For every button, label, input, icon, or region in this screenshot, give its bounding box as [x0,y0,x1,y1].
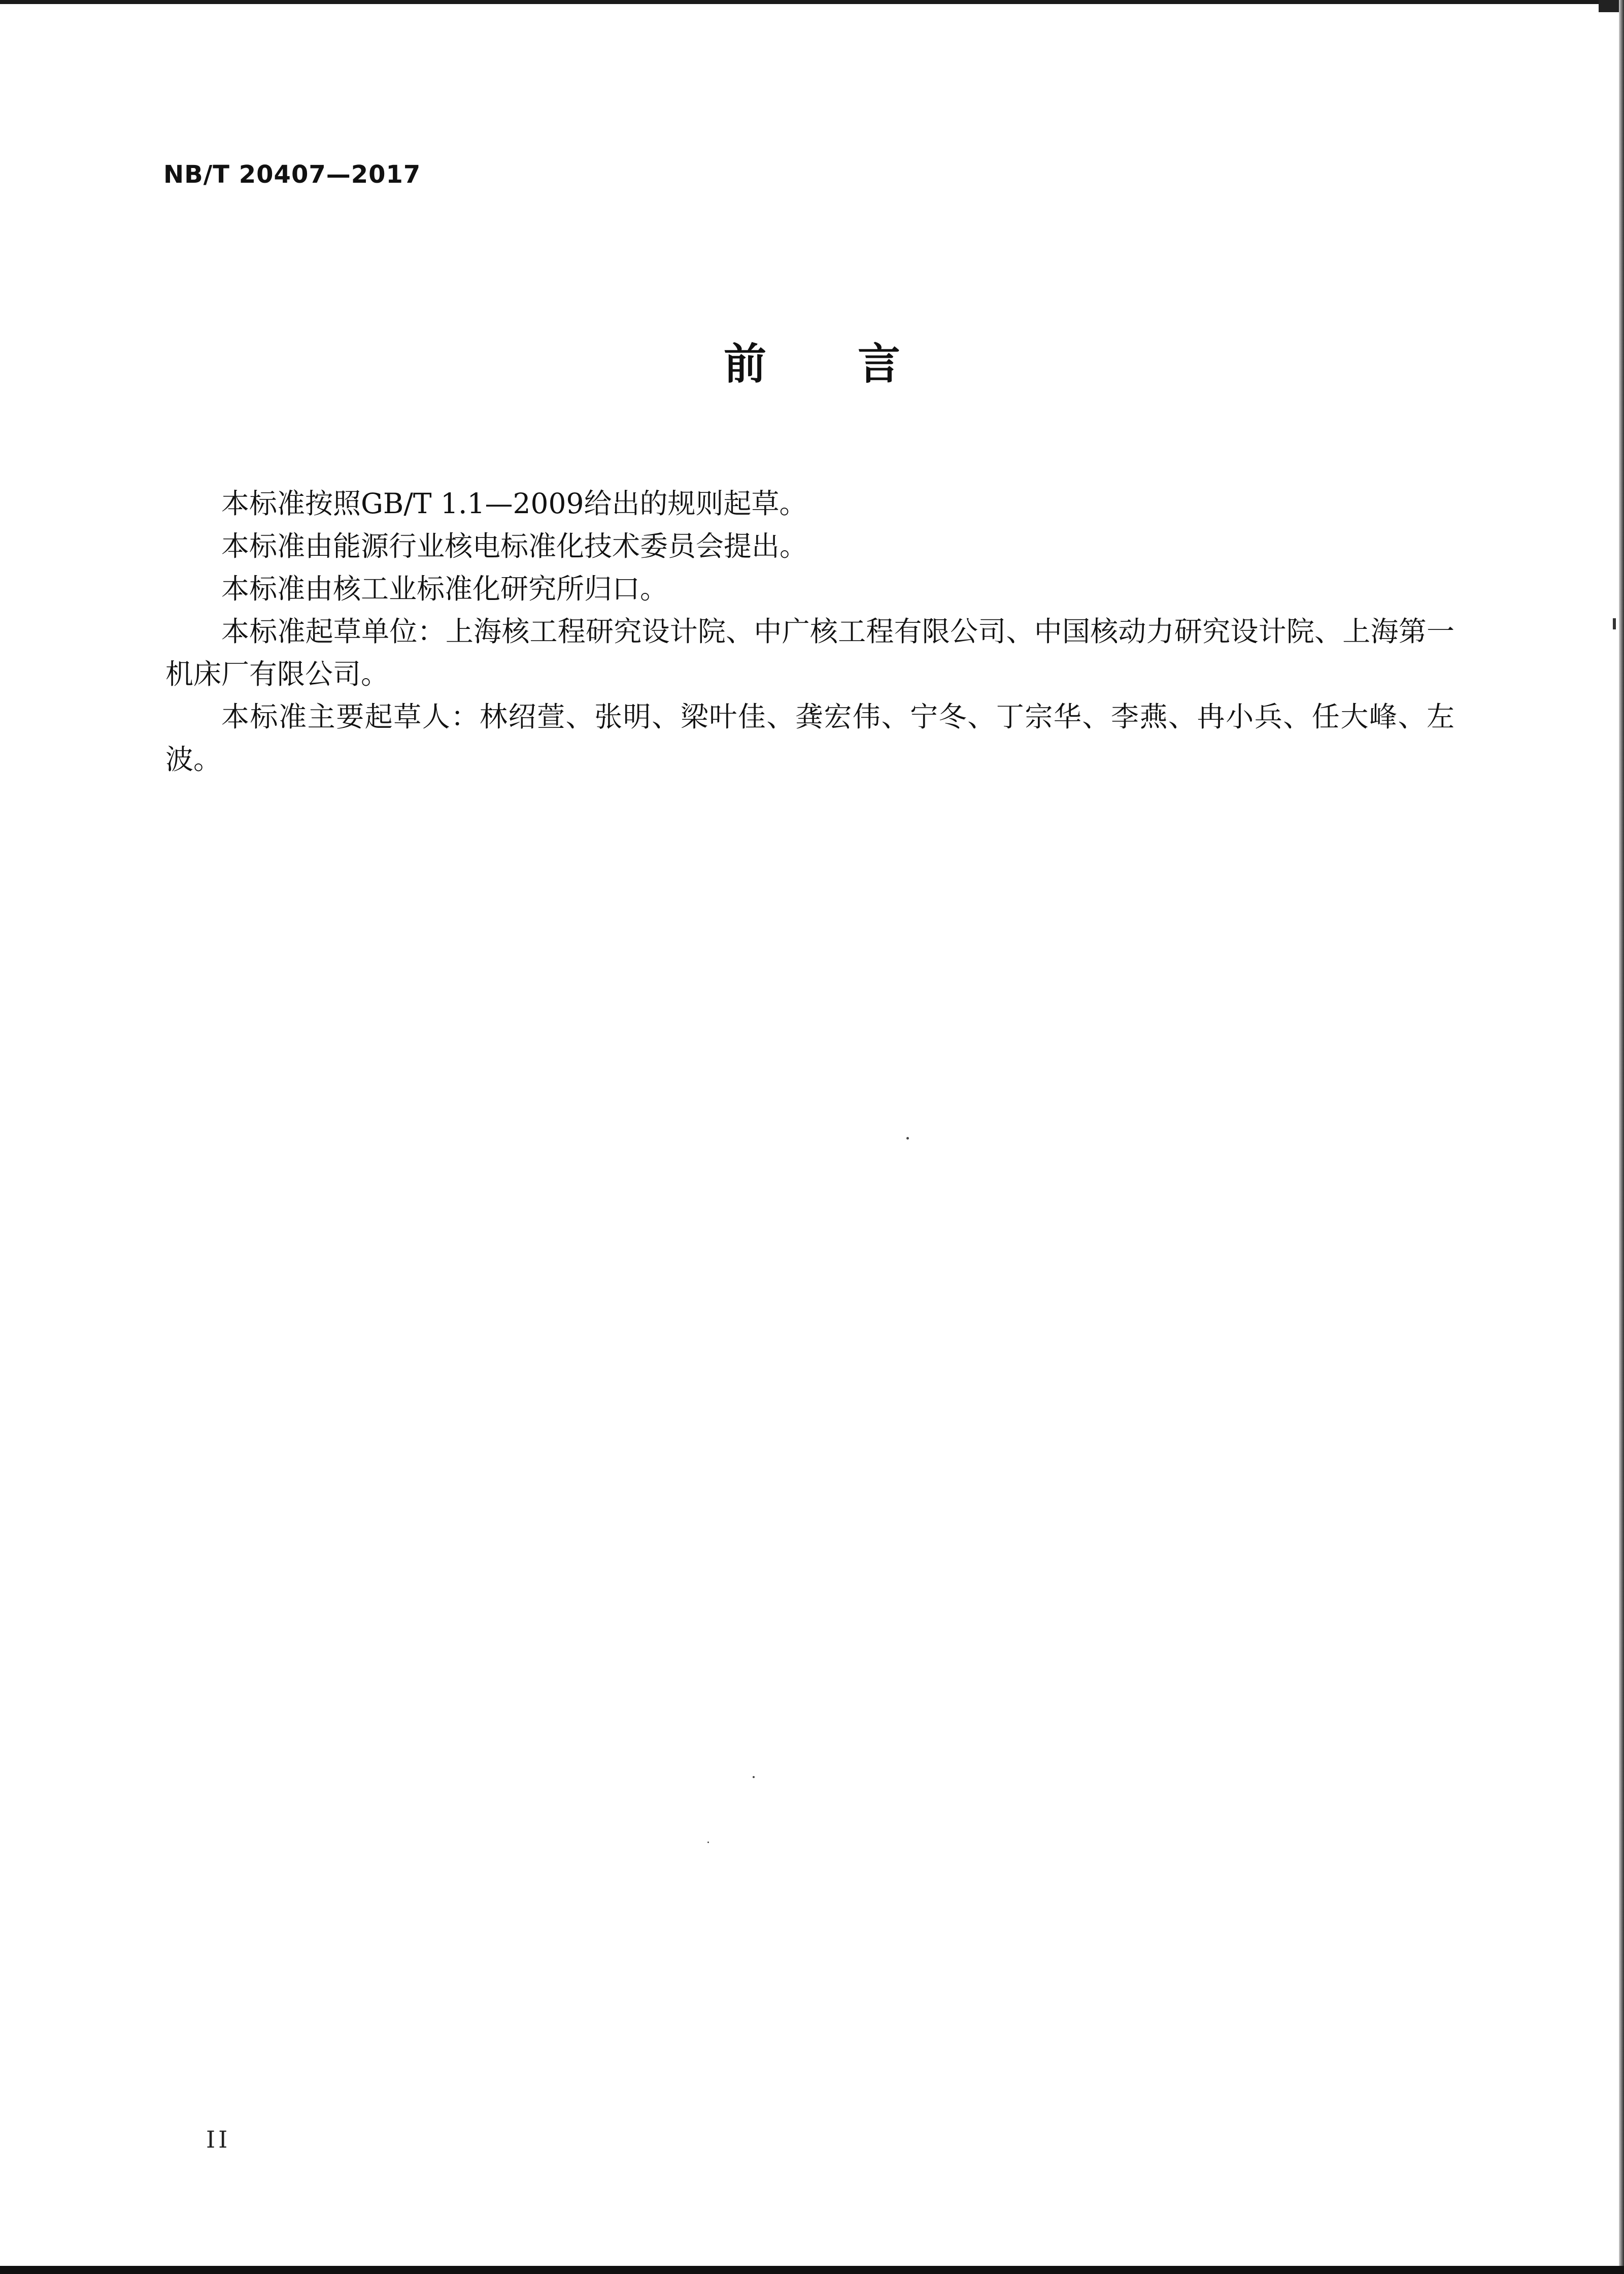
paragraph-administrator: 本标准由核工业标准化研究所归口。 [221,573,668,605]
scan-mark [1613,618,1616,629]
title-char-2: 言 [858,339,901,389]
paragraph-drafters: 本标准主要起草人：林绍萱、张明、梁叶佳、龚宏伟、宁冬、丁宗华、李燕、冉小兵、任大峰、左波。 [165,700,1454,776]
scan-speck [707,1842,709,1843]
page-title [0,330,1624,391]
scan-border-top [0,0,1624,4]
paragraph-drafting-units: 本标准起草单位：上海核工程研究设计院、中广核工程有限公司、中国核动力研究设计院、上海第一机床厂有限公司。 [165,615,1454,690]
scan-border-bottom [0,2266,1624,2274]
page-number: II [206,2126,231,2153]
paragraph-proposer: 本标准由能源行业核电标准化技术委员会提出。 [221,530,808,562]
scan-speck [906,1137,909,1140]
paragraph-drafting-rules: 本标准按照GB/T 1.1—2009给出的规则起草。 [221,487,807,520]
standard-code: NB/T 20407—2017 [163,160,421,189]
foreword-body [165,482,1454,781]
scan-speck [753,1776,755,1778]
title-char-1: 前 [723,339,766,389]
